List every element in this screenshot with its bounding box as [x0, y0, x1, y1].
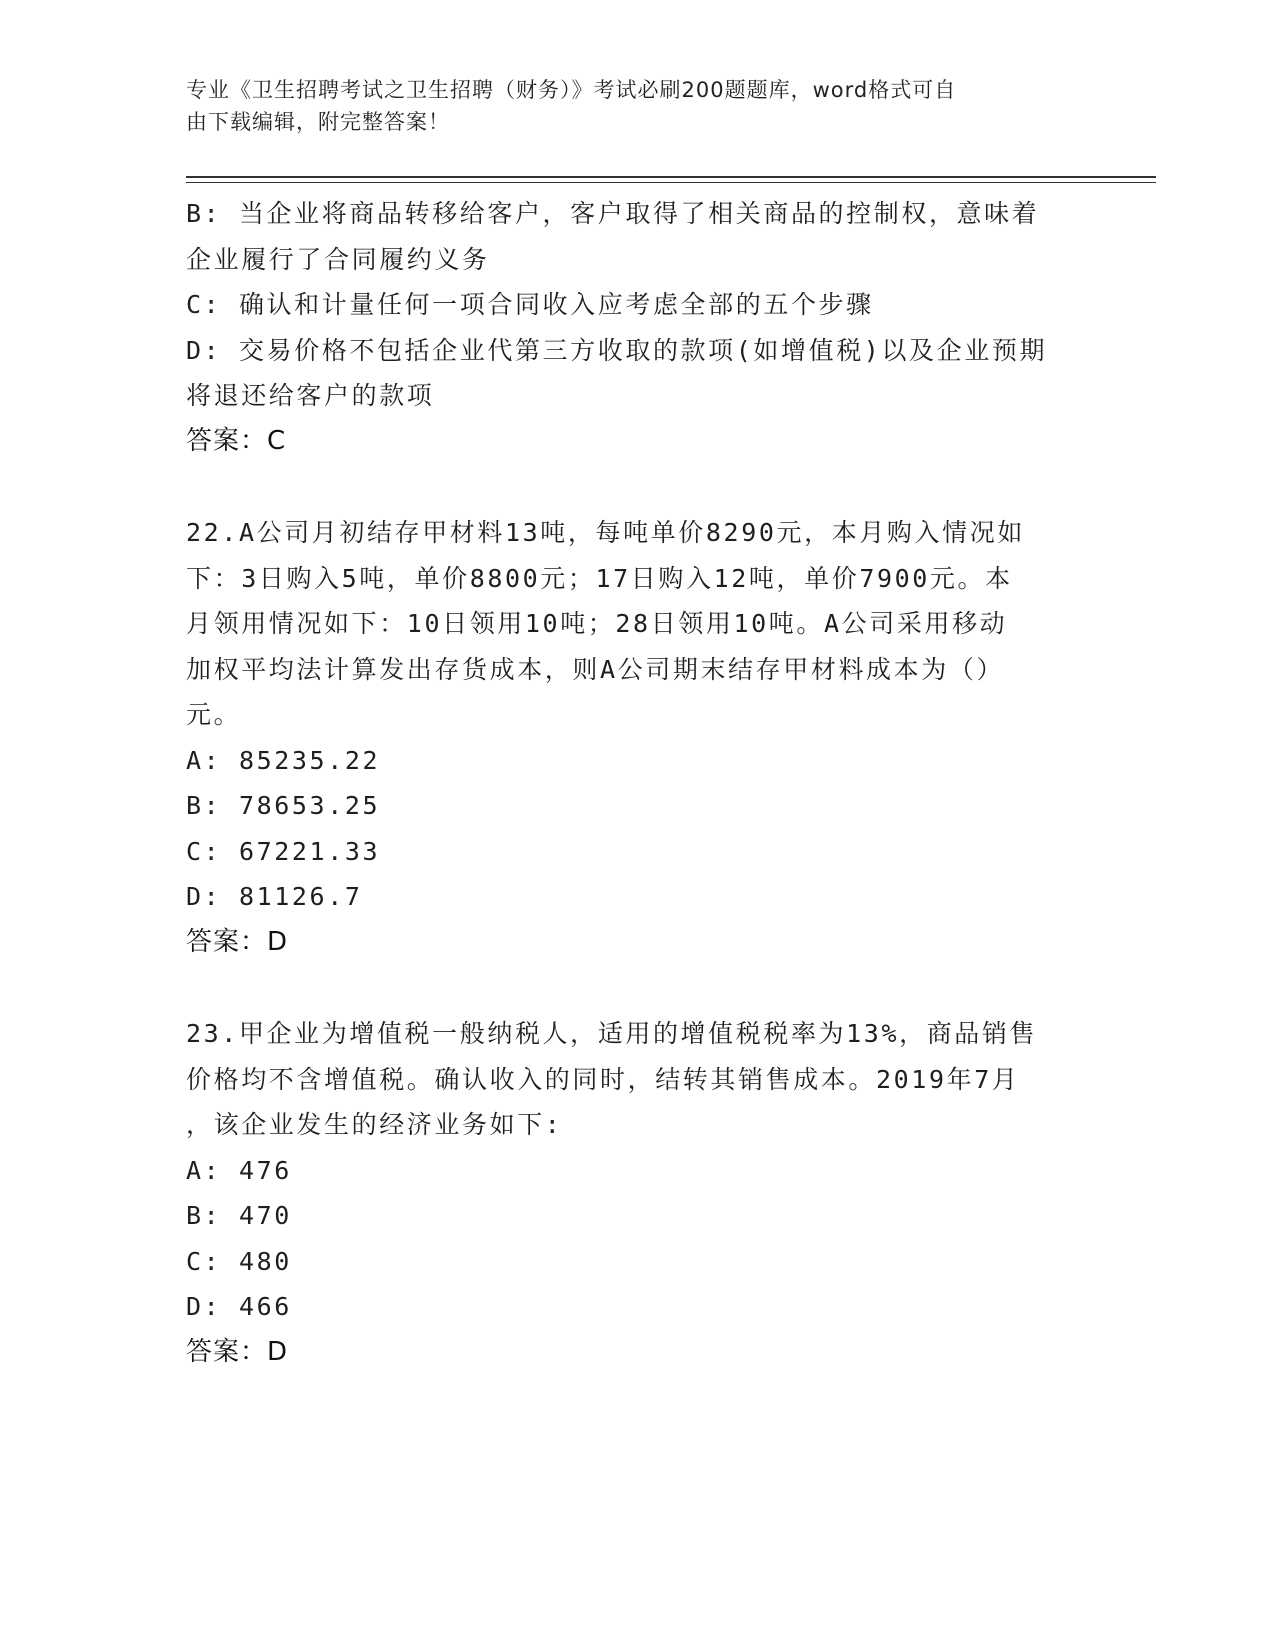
question-stem-line: 月领用情况如下：10日领用10吨；28日领用10吨。A公司采用移动	[186, 609, 1008, 638]
question-stem-line: ，该企业发生的经济业务如下:	[186, 1110, 563, 1139]
option-d: D: 81126.7	[186, 882, 363, 911]
question-stem-line: 23.甲企业为增值税一般纳税人，适用的增值税税率为13%，商品销售	[186, 1019, 1038, 1048]
option-c: C: 480	[186, 1246, 292, 1276]
question-stem-line: 加权平均法计算发出存货成本，则A公司期末结存甲材料成本为（）	[186, 654, 1005, 684]
option-a: A: 476	[186, 1155, 292, 1185]
option-c: C: 确认和计量任何一项合同收入应考虑全部的五个步骤	[186, 290, 874, 319]
question-stem-line: 22.A公司月初结存甲材料13吨，每吨单价8290元，本月购入情况如	[186, 518, 1025, 547]
option-a: A: 85235.22	[186, 745, 381, 775]
option-b-line-2: 企业履行了合同履约义务	[186, 244, 490, 274]
question-stem-line: 价格均不含增值税。确认收入的同时，结转其销售成本。2019年7月	[186, 1064, 1020, 1094]
option-d: D: 466	[186, 1292, 292, 1321]
option-b: B: 78653.25	[186, 791, 381, 820]
question-23	[186, 1011, 1086, 1375]
header-line-1: 专业《卫生招聘考试之卫生招聘（财务）》考试必刷200题题库，word格式可自	[186, 78, 957, 102]
answer-label: 答案：D	[186, 1336, 289, 1367]
document-header	[186, 74, 1066, 138]
option-d-line-1: D: 交易价格不包括企业代第三方收取的款项(如增值税)以及企业预期	[186, 335, 1048, 365]
document-body	[186, 191, 1086, 1375]
option-d-line-2: 将退还给客户的款项	[186, 381, 435, 410]
header-divider-thin	[186, 182, 1156, 183]
answer-label: 答案：C	[186, 425, 287, 456]
question-22	[186, 510, 1086, 965]
question-stem-line: 元。	[186, 700, 242, 729]
header-line-2: 由下载编辑，附完整答案！	[186, 110, 450, 134]
option-c: C: 67221.33	[186, 836, 381, 866]
question-stem-line: 下：3日购入5吨，单价8800元；17日购入12吨，单价7900元。本	[186, 563, 1013, 593]
header-divider-thick	[186, 176, 1156, 178]
spacer	[186, 965, 1086, 1011]
previous-question-block	[186, 191, 1086, 464]
option-b: B: 470	[186, 1201, 292, 1230]
answer-label: 答案：D	[186, 926, 289, 957]
spacer	[186, 464, 1086, 510]
option-b-line-1: B: 当企业将商品转移给客户，客户取得了相关商品的控制权，意味着	[186, 199, 1040, 228]
